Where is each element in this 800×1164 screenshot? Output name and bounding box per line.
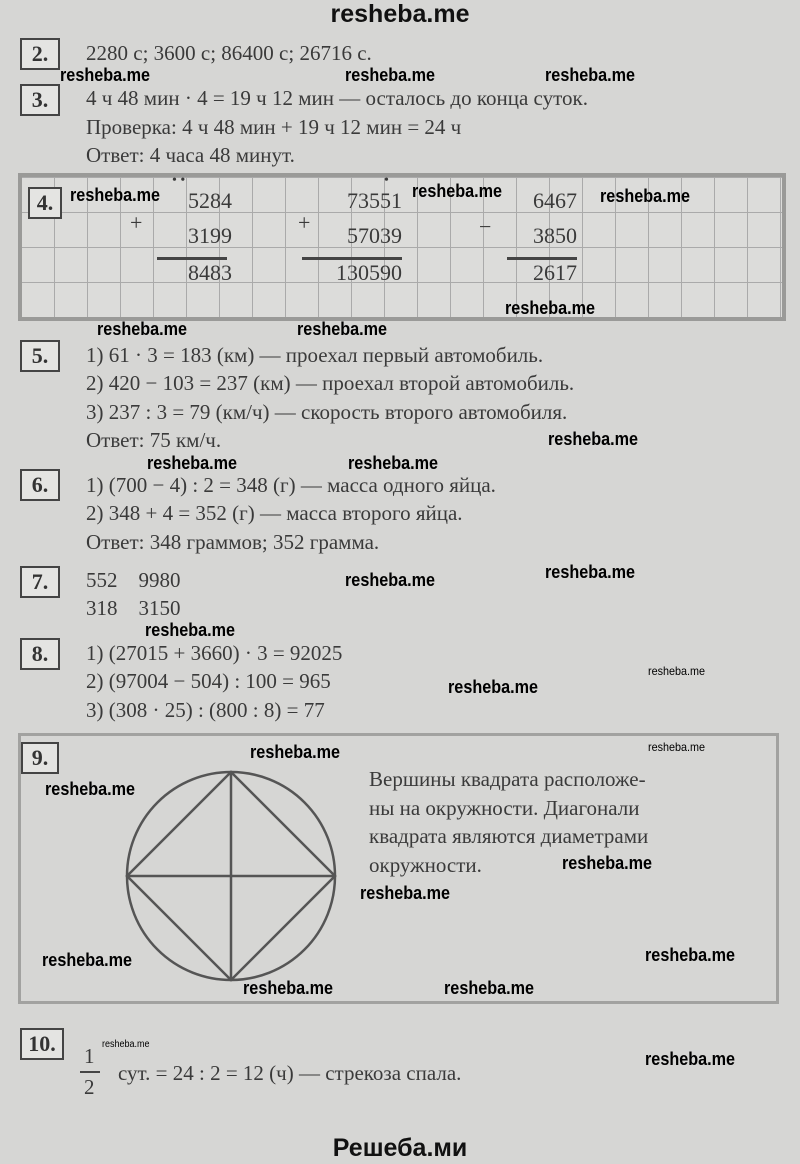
watermark: resheba.me [145, 620, 236, 640]
operator: − [479, 214, 492, 239]
watermark: resheba.me [645, 945, 736, 965]
task-5-line: Ответ: 75 км/ч. [86, 428, 222, 452]
task-6-line: 2) 348 + 4 = 352 (г) — масса второго яйца. [86, 501, 463, 525]
circle-with-inscribed-square-diagram [111, 766, 351, 986]
watermark: resheba.me [545, 562, 636, 582]
task-5-line: 3) 237 : 3 = 79 (км/ч) — скорость второго автомобиля. [86, 400, 568, 424]
watermark: resheba.me [102, 1039, 150, 1050]
watermark: resheba.me [648, 664, 706, 678]
site-footer: Решеба.ми [332, 1134, 468, 1162]
task-number-7: 7. [20, 566, 60, 598]
operand-b: 3199 [188, 223, 232, 248]
task-3-line: 4 ч 48 мин · 4 = 19 ч 12 мин — осталось до конца суток. [86, 86, 588, 110]
task-6-line: 1) (700 − 4) : 2 = 348 (г) — масса одного яйца. [86, 473, 496, 497]
watermark: resheba.me [505, 298, 596, 318]
task-9-line: Вершины квадрата расположе- [369, 767, 646, 791]
task-9-line: окружности. [369, 853, 482, 877]
task-10-line: сут. = 24 : 2 = 12 (ч) — стрекоза спала. [118, 1061, 462, 1085]
watermark: resheba.me [60, 65, 151, 85]
watermark: resheba.me [345, 65, 436, 85]
task-number-4: 4. [28, 187, 62, 219]
operand-a: 6467 [533, 188, 577, 213]
watermark: resheba.me [45, 779, 136, 799]
task-2-line: 2280 с; 3600 с; 86400 с; 26716 с. [86, 41, 372, 65]
result: 130590 [336, 260, 402, 285]
task-number-5: 5. [20, 340, 60, 372]
task-9-line: ны на окружности. Диагонали [369, 796, 640, 820]
watermark: resheba.me [562, 853, 653, 873]
watermark: resheba.me [243, 978, 334, 998]
task-3-line: Ответ: 4 часа 48 минут. [86, 143, 295, 167]
watermark: resheba.me [297, 319, 388, 339]
watermark: resheba.me [444, 978, 535, 998]
watermark: resheba.me [648, 740, 706, 754]
result: 8483 [188, 260, 232, 285]
task-9-line: квадрата являются диаметрами [369, 824, 649, 848]
site-header: resheba.me [330, 0, 470, 28]
carry-dots: • • [172, 173, 186, 188]
watermark: resheba.me [645, 1049, 736, 1069]
task-number-9: 9. [21, 742, 59, 774]
task-number-6: 6. [20, 469, 60, 501]
task-5-line: 2) 420 − 103 = 237 (км) — проехал второй автомобиль. [86, 371, 575, 395]
task-7-line: 552 9980 [86, 568, 181, 592]
operator: + [130, 210, 143, 235]
operand-b: 3850 [533, 223, 577, 248]
task-number-2: 2. [20, 38, 60, 70]
task-number-10: 10. [20, 1028, 64, 1060]
watermark: resheba.me [348, 453, 439, 473]
watermark: resheba.me [250, 742, 341, 762]
watermark: resheba.me [412, 181, 503, 201]
task-7-line: 318 3150 [86, 596, 181, 620]
task-number-8: 8. [20, 638, 60, 670]
fraction-denominator: 2 [84, 1075, 95, 1099]
task-8-line: 2) (97004 − 504) : 100 = 965 [86, 669, 331, 693]
watermark: resheba.me [600, 186, 691, 206]
watermark: resheba.me [360, 883, 451, 903]
watermark: resheba.me [147, 453, 238, 473]
fraction-numerator: 1 [84, 1044, 95, 1068]
watermark: resheba.me [42, 950, 133, 970]
watermark: resheba.me [545, 65, 636, 85]
operand-a: 73551 [347, 188, 402, 213]
watermark: resheba.me [70, 185, 161, 205]
operand-b: 57039 [347, 223, 402, 248]
fraction-bar [80, 1071, 100, 1073]
task-8-line: 1) (27015 + 3660) · 3 = 92025 [86, 641, 343, 665]
task-3-line: Проверка: 4 ч 48 мин + 19 ч 12 мин = 24 ч [86, 115, 462, 139]
watermark: resheba.me [448, 677, 539, 697]
task-6-line: Ответ: 348 граммов; 352 грамма. [86, 530, 380, 554]
watermark: resheba.me [345, 570, 436, 590]
task-5-line: 1) 61 · 3 = 183 (км) — проехал первый автомобиль. [86, 343, 544, 367]
carry-dots: • [384, 173, 389, 188]
watermark: resheba.me [97, 319, 188, 339]
task-number-3: 3. [20, 84, 60, 116]
watermark: resheba.me [548, 429, 639, 449]
operand-a: 5284 [188, 188, 232, 213]
task-8-line: 3) (308 · 25) : (800 : 8) = 77 [86, 698, 325, 722]
operator: + [298, 210, 311, 235]
result: 2617 [533, 260, 577, 285]
